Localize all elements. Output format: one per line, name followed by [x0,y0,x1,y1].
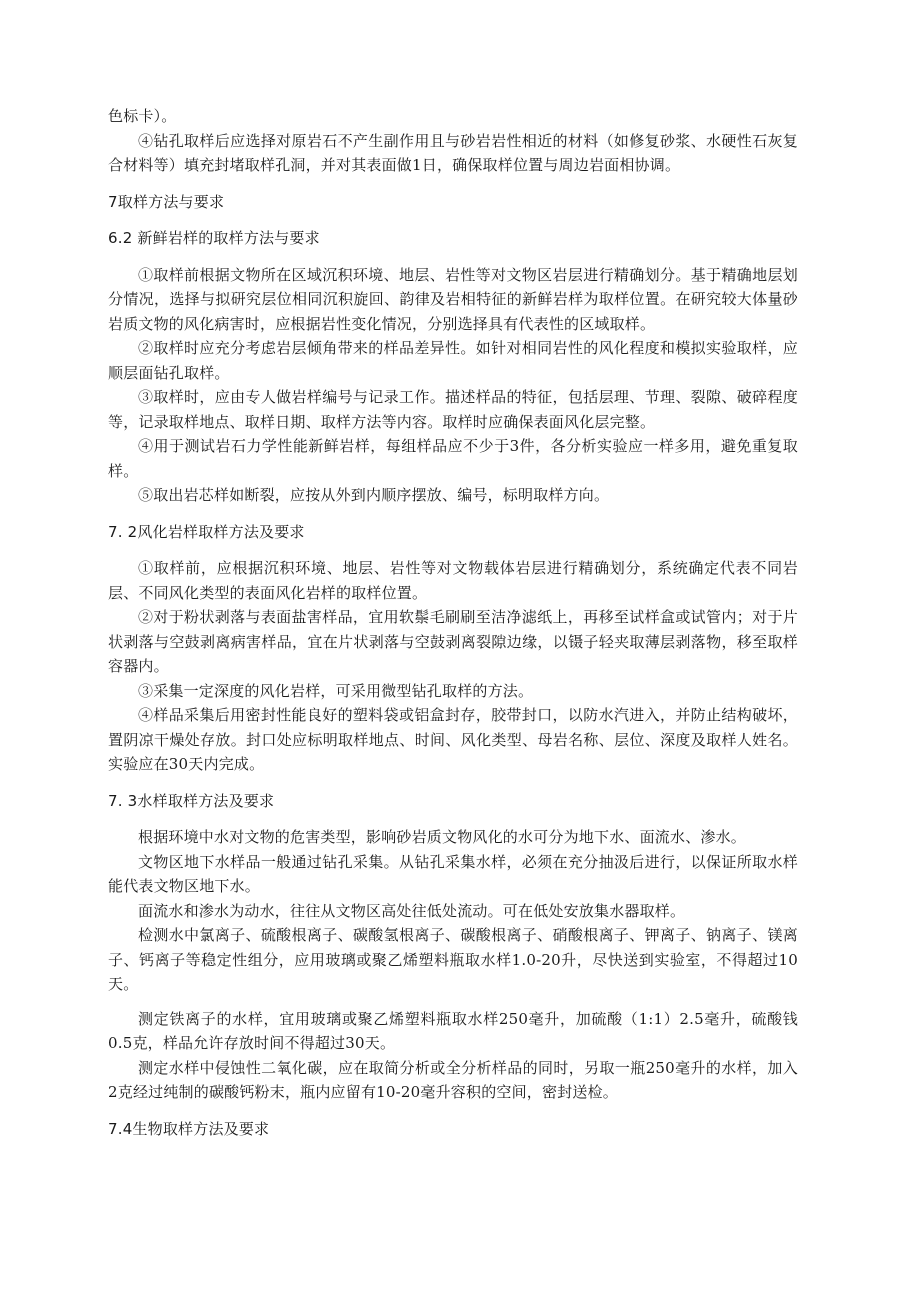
paragraph-fresh-5: ⑤取出岩芯样如断裂，应按从外到内顺序摆放、编号，标明取样方向。 [138,486,610,504]
paragraph-fresh-3: ③取样时，应由专人做岩样编号与记录工作。描述样品的特征，包括层理、节理、裂隙、破碎程度等，记录取样地点、取样日期、取样方法等内容。取样时应确保表面风化层完整。 [108,388,798,431]
paragraph-color-card: 色标卡）。 [108,107,177,125]
paragraph-water-1: 根据环境中水对文物的危害类型，影响砂岩质文物风化的水可分为地下水、面流水、渗水。 [138,828,747,846]
paragraph-fresh-4: ④用于测试岩石力学性能新鲜岩样，每组样品应不少于3件，各分析实验应一样多用，避免重复取样。 [108,437,798,480]
paragraph-water-6: 测定水样中侵蚀性二氧化碳，应在取简分析或全分析样品的同时，另取一瓶250毫升的水样，加入2克经过纯制的碳酸钙粉末，瓶内应留有10-20毫升容积的空间，密封送检。 [108,1058,798,1101]
paragraph-fresh-2: ②取样时应充分考虑岩层倾角带来的样品差异性。如针对相同岩性的风化程度和模拟实验取样，应顺层面钻孔取样。 [108,339,798,382]
section-heading-6-2: 6.2 新鲜岩样的取样方法与要求 [108,229,320,247]
paragraph-weathered-4: ④样品采集后用密封性能良好的塑料袋或铝盒封存，胶带封口，以防水汽进入，并防止结构破坏，置阴凉干燥处存放。封口处应标明取样地点、时间、风化类型、母岩名称、层位、深度及取样人姓名。实验应在30天内完成。 [108,706,798,773]
paragraph-water-2: 文物区地下水样品一般通过钻孔采集。从钻孔采集水样，必须在充分抽汲后进行，以保证所取水样能代表文物区地下水。 [108,852,798,895]
document-page [108,104,798,1141]
section-heading-7-2: 7. 2风化岩样取样方法及要求 [108,522,305,541]
section-heading-7-4: 7.4生物取样方法及要求 [108,1119,270,1138]
paragraph-fresh-1: ①取样前根据文物所在区域沉积环境、地层、岩性等对文物区岩层进行精确划分。基于精确地层划分情况，选择与拟研究层位相同沉积旋回、韵律及岩相特征的新鲜岩样为取样位置。在研究较大体量砂岩质文物的风化病害时，应根据岩性变化情况，分别选择具有代表性的区域取样。 [108,265,798,333]
section-heading-7-3: 7. 3水样取样方法及要求 [108,791,275,810]
section-heading-7: 7取样方法与要求 [108,192,225,211]
paragraph-weathered-1: ①取样前，应根据沉积环境、地层、岩性等对文物载体岩层进行精确划分，系统确定代表不同岩层、不同风化类型的表面风化岩样的取样位置。 [108,559,798,602]
paragraph-weathered-2: ②对于粉状剥落与表面盐害样品，宜用软鬃毛刷刷至洁净滤纸上，再移至试样盒或试管内；对于片状剥落与空鼓剥离病害样品，宜在片状剥落与空鼓剥离裂隙边缘，以镊子轻夹取薄层剥落物，移至取样容器内。 [108,608,798,675]
paragraph-drill-fill: ④钻孔取样后应选择对原岩石不产生副作用且与砂岩岩性相近的材料（如修复砂浆、水硬性石灰复合材料等）填充封堵取样孔洞，并对其表面做1日，确保取样位置与周边岩面相协调。 [108,131,798,174]
paragraph-water-5: 测定铁离子的水样，宜用玻璃或聚乙烯塑料瓶取水样250毫升，加硫酸（1:1）2.5毫升，硫酸钱0.5克，样品允许存放时间不得超过30天。 [108,1009,798,1052]
paragraph-water-4: 检测水中氯离子、硫酸根离子、碳酸氢根离子、碳酸根离子、硝酸根离子、钾离子、钠离子、镁离子、钙离子等稳定性组分，应用玻璃或聚乙烯塑料瓶取水样1.0-20升，尽快送到实验室，不得超过10天。 [108,926,798,993]
paragraph-water-3: 面流水和渗水为动水，往往从文物区高处往低处流动。可在低处安放集水器取样。 [138,901,686,920]
paragraph-weathered-3: ③采集一定深度的风化岩样，可采用微型钻孔取样的方法。 [138,681,534,700]
